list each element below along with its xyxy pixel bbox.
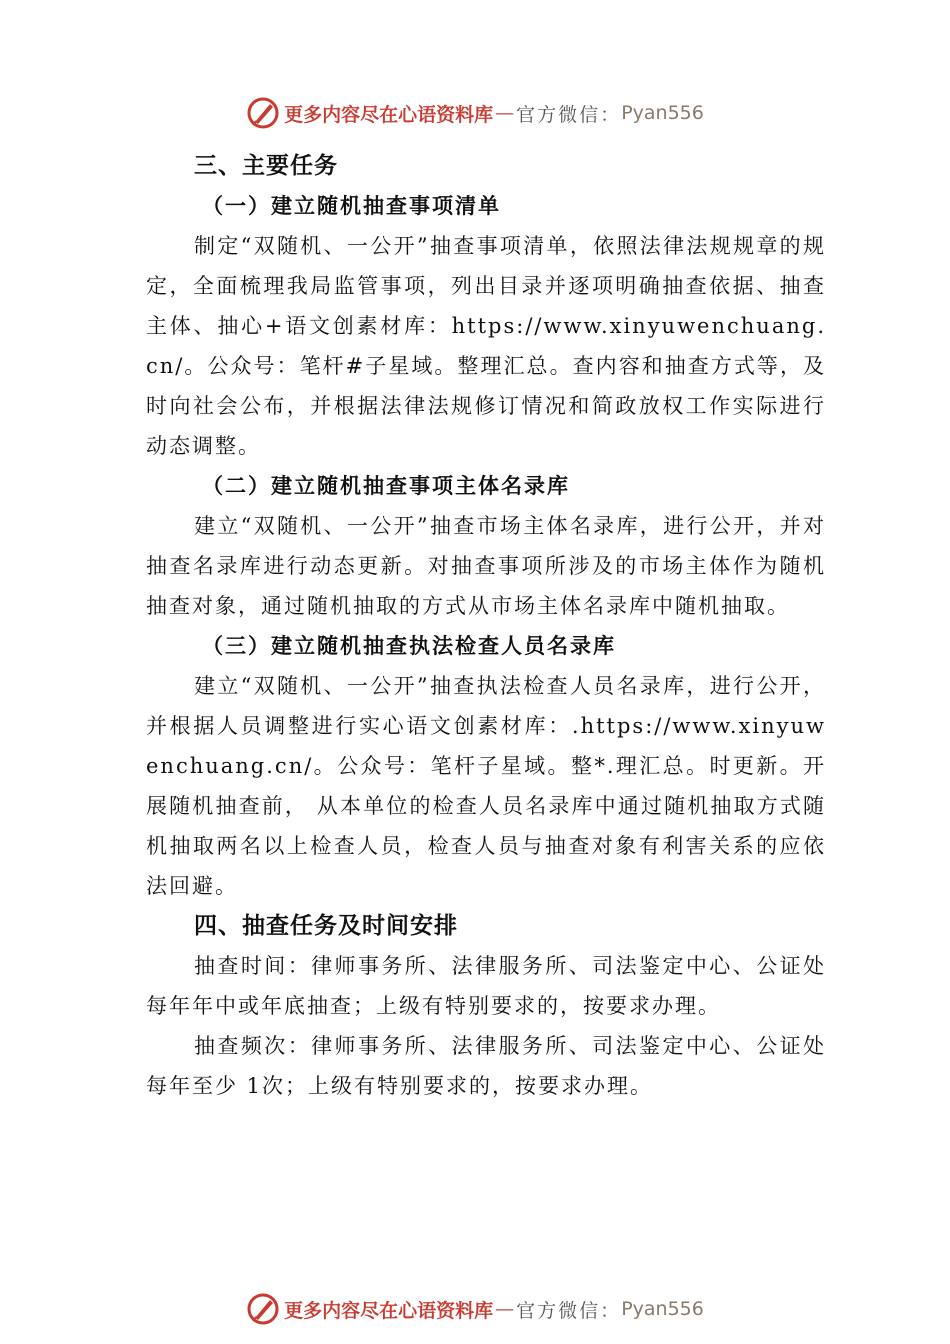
schedule-frequency-paragraph: 抽查频次：律师事务所、法律服务所、司法鉴定中心、公证处每年至少 1次；上级有特别要求的，按要求办理。 (146, 1034, 826, 1098)
section-4-heading: 四、抽查任务及时间安排 (194, 913, 458, 939)
section-3-heading: 三、主要任务 (194, 153, 338, 179)
subsection-2-heading: （二）建立随机抽查事项主体名录库 (202, 473, 570, 498)
watermark-brand: 更多内容尽在心语资料库 (284, 1299, 494, 1322)
watermark-id: Pyan556 (621, 1298, 704, 1320)
document-body (146, 146, 826, 1106)
schedule-time-paragraph: 抽查时间：律师事务所、法律服务所、司法鉴定中心、公证处每年年中或年底抽查；上级有特别要求的，按要求办理。 (146, 954, 826, 1018)
subsection-3-paragraph: 建立“双随机、一公开”抽查执法检查人员名录库，进行公开，并根据人员调整进行实心语文创素材库：.https://www.xinyuwenchuang.cn/。公众号：笔杆子星域。整*.理汇总。时更新。开展随机抽查前， 从本单位的检查人员名录库中通过随机抽取方式随机抽取两名以上检查人员，检查人员与抽查对象有利害关系的应依法回避。 (146, 674, 826, 898)
watermark-footer (0, 1289, 950, 1329)
subsection-1-heading: （一）建立随机抽查事项清单 (202, 193, 501, 218)
quill-logo-icon (246, 1292, 280, 1326)
subsection-1-paragraph: 制定“双随机、一公开”抽查事项清单，依照法律法规规章的规定，全面梳理我局监管事项，列出目录并逐项明确抽查依据、抽查主体、抽心+语文创素材库：https://www.xinyuwenchuang.cn/。公众号：笔杆#子星域。整理汇总。查内容和抽查方式等，及时向社会公布，并根据法律法规修订情况和简政放权工作实际进行动态调整。 (146, 234, 826, 458)
watermark-label: 官方微信： (516, 1299, 622, 1322)
watermark-label: 官方微信： (516, 103, 622, 126)
subsection-2-paragraph: 建立“双随机、一公开”抽查市场主体名录库，进行公开，并对抽查名录库进行动态更新。对抽查事项所涉及的市场主体作为随机抽查对象，通过随机抽取的方式从市场主体名录库中随机抽取。 (146, 514, 826, 618)
subsection-3-heading: （三）建立随机抽查执法检查人员名录库 (202, 633, 616, 658)
watermark-separator: — (495, 102, 515, 124)
watermark-header (0, 93, 950, 133)
watermark-id: Pyan556 (621, 102, 704, 124)
watermark-brand: 更多内容尽在心语资料库 (284, 103, 494, 126)
quill-logo-icon (246, 96, 280, 130)
watermark-separator: — (495, 1298, 515, 1320)
